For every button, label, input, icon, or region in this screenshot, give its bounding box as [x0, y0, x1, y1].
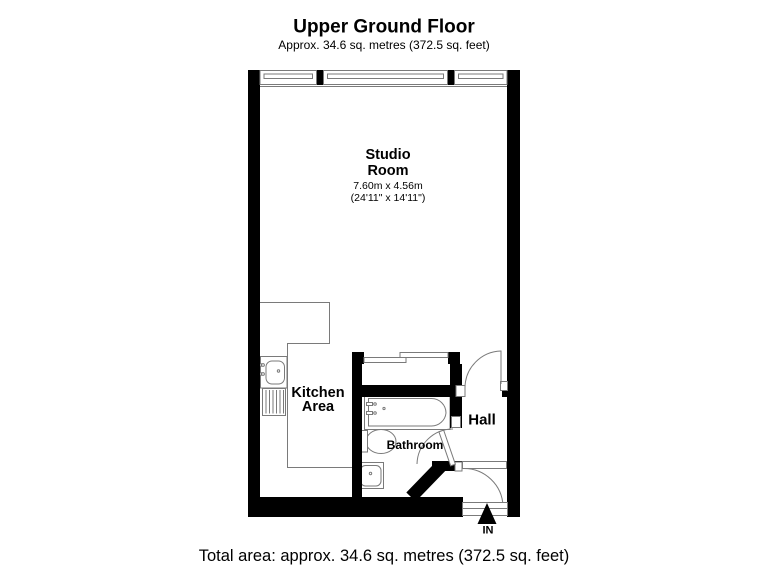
- window-center-icon: [324, 71, 448, 85]
- hall-label: Hall: [468, 411, 496, 429]
- entrance-in-label: IN: [482, 524, 494, 537]
- bathroom-label: Bathroom: [386, 438, 444, 452]
- hall-door-icon: [465, 351, 501, 389]
- kitchen-drainer-icon: [263, 389, 286, 416]
- studio-dims-metric: 7.60m x 4.56m: [353, 179, 423, 192]
- wall-bottom: [248, 497, 463, 517]
- wall-closet-corner-left: [352, 352, 364, 364]
- window-left-icon: [260, 71, 317, 85]
- wall-closet-corner-right: [448, 352, 460, 364]
- page-title: Upper Ground Floor: [293, 16, 475, 38]
- page-subtitle: Approx. 34.6 sq. metres (372.5 sq. feet): [278, 38, 490, 52]
- kitchen-area-label-2: Area: [301, 398, 335, 415]
- studio-room-label-1: Studio: [365, 146, 411, 163]
- windows-layer: [260, 71, 507, 85]
- total-area-text: Total area: approx. 34.6 sq. metres (372.5 sq. feet): [198, 546, 570, 565]
- wall-diagonal: [411, 466, 441, 497]
- doors-layer: [417, 351, 508, 516]
- kitchen-area-label-1: Kitchen: [291, 384, 345, 401]
- wall-left: [248, 70, 260, 517]
- kitchen-sink-icon: [257, 357, 288, 389]
- studio-dims-imperial: (24'11" x 14'11"): [350, 191, 426, 204]
- wall-studio-divider: [352, 385, 462, 397]
- closet-doors-icon: [364, 353, 448, 363]
- window-right-icon: [455, 71, 508, 85]
- wall-bathroom-left: [352, 352, 362, 497]
- studio-room-label-2: Room: [367, 162, 409, 179]
- entrance-door-icon: [463, 462, 508, 516]
- wall-right: [507, 70, 520, 517]
- bathtub-icon: [365, 395, 451, 430]
